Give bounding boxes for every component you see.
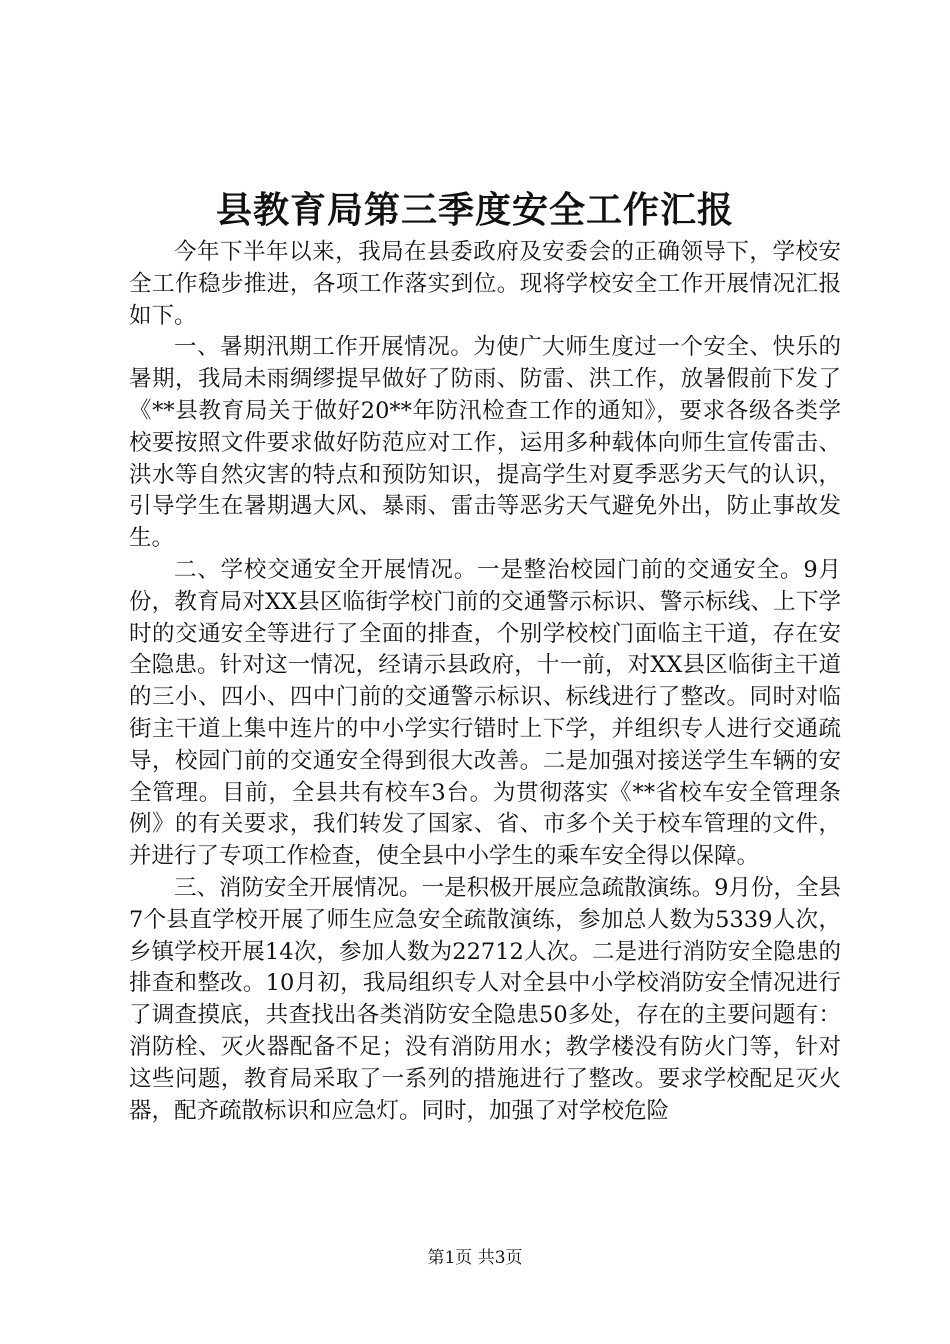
document-body: [129, 237, 841, 1127]
paragraph-flood-season: 一、暑期汛期工作开展情况。为使广大师生度过一个安全、快乐的暑期，我局未雨绸缪提早做好了防雨、防雷、洪工作，放暑假前下发了《**县教育局关于做好20**年防汛检查工作的通知》，要求各级各类学校要按照文件要求做好防范应对工作，运用多种载体向师生宣传雷击、洪水等自然灾害的特点和预防知识，提高学生对夏季恶劣天气的认识，引导学生在暑期遇大风、暴雨、雷击等恶劣天气避免外出，防止事故发生。: [129, 334, 841, 552]
document-title: 县教育局第三季度安全工作汇报: [215, 189, 734, 231]
paragraph-intro: 今年下半年以来，我局在县委政府及安委会的正确领导下，学校安全工作稳步推进，各项工作落实到位。现将学校安全工作开展情况汇报如下。: [129, 239, 841, 329]
paragraph-fire-safety: 三、消防安全开展情况。一是积极开展应急疏散演练。9月份，全县7个县直学校开展了师生应急安全疏散演练，参加总人数为5339人次，乡镇学校开展14次，参加人数为22712人次。二是进行消防安全隐患的排查和整改。10月初，我局组织专人对全县中小学校消防安全情况进行了调查摸底，共查找出各类消防安全隐患50多处，存在的主要问题有：消防栓、灭火器配备不足；没有消防用水；教学楼没有防火门等，针对这些问题，教育局采取了一系列的措施进行了整改。要求学校配足灭火器，配齐疏散标识和应急灯。同时，加强了对学校危险: [129, 874, 841, 1124]
paragraph-traffic-safety: 二、学校交通安全开展情况。一是整治校园门前的交通安全。9月份，教育局对XX县区临街学校门前的交通警示标识、警示标线、上下学时的交通安全等进行了全面的排查，个别学校校门面临主干道，存在安全隐患。针对这一情况，经请示县政府，十一前，对XX县区临街主干道的三小、四小、四中门前的交通警示标识、标线进行了整改。同时对临街主干道上集中连片的中小学实行错时上下学，并组织专人进行交通疏导，校园门前的交通安全得到很大改善。二是加强对接送学生车辆的安全管理。目前，全县共有校车3台。为贯彻落实《**省校车安全管理条例》的有关要求，我们转发了国家、省、市多个关于校车管理的文件，并进行了专项工作检查，使全县中小学生的乘车安全得以保障。: [129, 556, 841, 870]
page-footer: 第1页 共3页: [427, 1248, 523, 1268]
